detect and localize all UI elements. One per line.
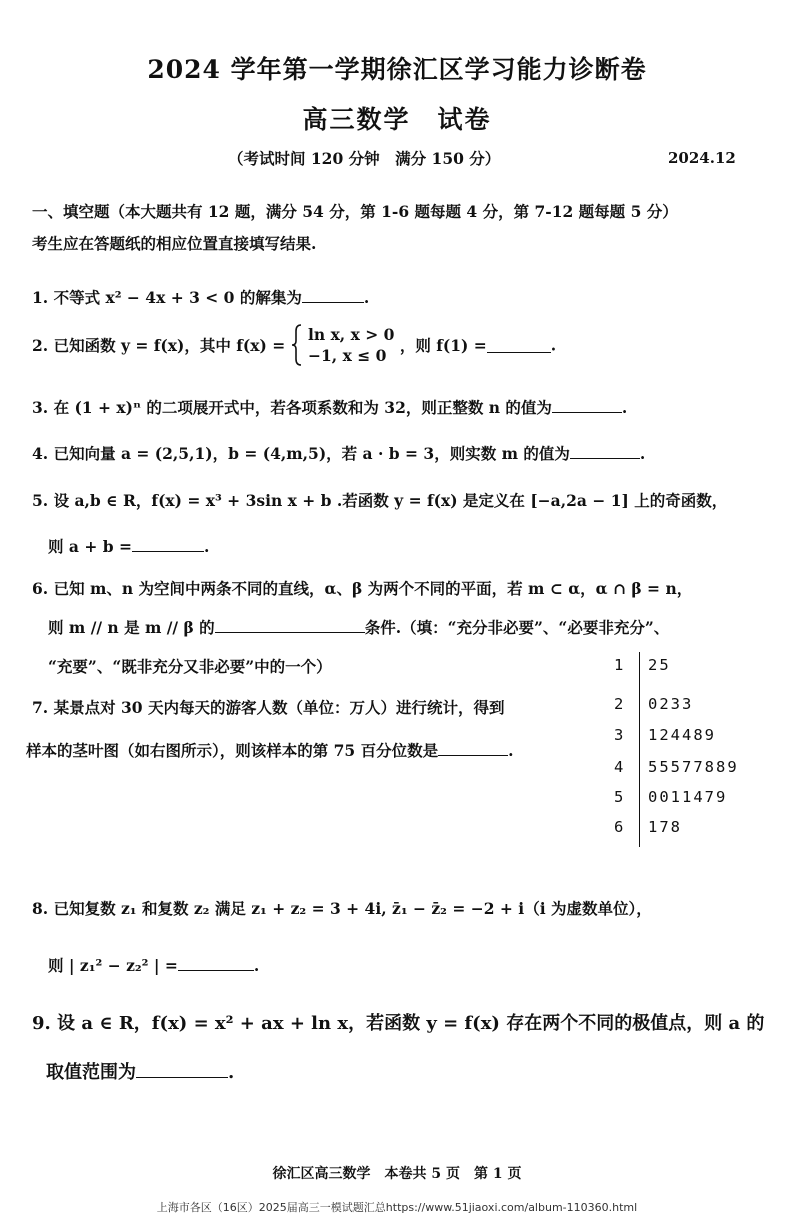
answer-blank-2: [487, 338, 551, 353]
question-8-line-1: 8. 已知复数 z₁ 和复数 z₂ 满足 z₁ + z₂ = 3 + 4i, z̄₁ − z̄₂ = −2 + i（i 为虚数单位），: [32, 899, 652, 918]
question-1-text: 1. 不等式 x² − 4x + 3 < 0 的解集为: [32, 288, 302, 307]
question-3-text: 3. 在 (1 + x)ⁿ 的二项展开式中，若各项系数和为 32，则正整数 n 的值为: [32, 398, 552, 417]
answer-blank-5: [132, 537, 204, 552]
exam-date: 2024.12: [668, 149, 736, 167]
leaves-5: 0011479: [648, 788, 728, 806]
leaves-3: 124489: [648, 726, 716, 744]
stem-6: 6: [614, 818, 626, 836]
question-7-line-1: 7. 某景点对 30 天内每天的游客人数（单位：万人）进行统计，得到: [32, 698, 505, 717]
leaves-6: 178: [648, 818, 682, 836]
leaves-2: 0233: [648, 695, 694, 713]
question-8-line-2: 则 | z₁² − z₂² | = .: [48, 956, 260, 975]
question-6-options: 条件.（填：“充分非必要”、“必要非充分”、: [364, 618, 670, 637]
stem-leaf-divider: [639, 652, 640, 847]
answer-blank-1: [302, 288, 364, 303]
question-4-text: 4. 已知向量 a = (2,5,1)，b = (4,m,5)，若 a · b = 3，则实数 m 的值为: [32, 444, 570, 463]
question-5-line-1: 5. 设 a,b ∈ R，f(x) = x³ + 3sin x + b .若函数 y = f(x) 是定义在 [−a,2a − 1] 上的奇函数，: [32, 491, 728, 510]
question-6-line-3: “充要”、“既非充分又非必要”中的一个）: [48, 657, 332, 676]
exam-title: 2024 学年第一学期徐汇区学习能力诊断卷: [147, 55, 647, 84]
leaves-1: 25: [648, 656, 671, 674]
exam-subtitle: 高三数学 试卷: [302, 105, 492, 134]
question-3: 3. 在 (1 + x)ⁿ 的二项展开式中，若各项系数和为 32，则正整数 n 的值为 .: [32, 398, 628, 417]
question-2-case-2: −1, x ≤ 0: [308, 346, 387, 365]
question-7-text: 样本的茎叶图（如右图所示），则该样本的第 75 百分位数是: [26, 741, 439, 760]
question-9-line-1: 9. 设 a ∈ R，f(x) = x² + ax + ln x，若函数 y = f(x) 存在两个不同的极值点，则 a 的: [32, 1013, 765, 1034]
question-9-text: 取值范围为: [46, 1062, 136, 1083]
answer-blank-7: [438, 741, 508, 756]
answer-blank-9: [136, 1063, 228, 1078]
question-8-text: 则 | z₁² − z₂² | =: [48, 956, 178, 975]
stem-5: 5: [614, 788, 626, 806]
question-6-line-2: [48, 616, 669, 638]
question-2-suffix: ，则 f(1) =: [399, 336, 487, 355]
answer-blank-8: [178, 956, 254, 971]
question-5-line-2: 则 a + b = .: [48, 537, 210, 556]
brace-icon: [291, 323, 303, 367]
question-5-text: 则 a + b =: [48, 537, 132, 556]
stem-1: 1: [614, 656, 626, 674]
stem-4: 4: [614, 758, 626, 776]
question-2-case-1: ln x, x > 0: [308, 325, 395, 344]
question-7-line-2: 样本的茎叶图（如右图所示），则该样本的第 75 百分位数是 .: [26, 741, 514, 760]
question-2: 2. 已知函数 y = f(x)，其中 f(x) = ln x, x > 0 −1, x ≤ 0 ，则 f(1) = .: [32, 325, 557, 365]
stem-2: 2: [614, 695, 626, 713]
source-watermark: 上海市各区（16区）2025届高三一模试题汇总https://www.51jiaoxi.com/album-110360.html: [156, 1201, 638, 1214]
question-9-line-2: 取值范围为 .: [46, 1062, 235, 1083]
question-6-line-1: 6. 已知 m、n 为空间中两条不同的直线，α、β 为两个不同的平面，若 m ⊂ α，α ∩ β = n，: [32, 579, 693, 598]
section-heading: 一、填空题（本大题共有 12 题，满分 54 分，第 1-6 题每题 4 分，第 7-12 题每题 5 分）: [32, 202, 678, 221]
section-instruction: 考生应在答题纸的相应位置直接填写结果.: [32, 234, 317, 253]
answer-blank-6: [215, 618, 365, 633]
question-6-text: 则 m // n 是 m // β 的: [48, 618, 215, 637]
leaves-4: 55577889: [648, 758, 739, 776]
question-4: 4. 已知向量 a = (2,5,1)，b = (4,m,5)，若 a · b = 3，则实数 m 的值为 .: [32, 444, 646, 463]
exam-info: （考试时间 120 分钟 满分 150 分）: [228, 149, 501, 168]
stem-3: 3: [614, 726, 626, 744]
question-2-text: 2. 已知函数 y = f(x)，其中 f(x) =: [32, 336, 286, 355]
answer-blank-3: [552, 398, 622, 413]
question-1: 1. 不等式 x² − 4x + 3 < 0 的解集为 .: [32, 288, 370, 307]
page-footer: 徐汇区高三数学 本卷共 5 页 第 1 页: [272, 1166, 522, 1182]
answer-blank-4: [570, 444, 640, 459]
